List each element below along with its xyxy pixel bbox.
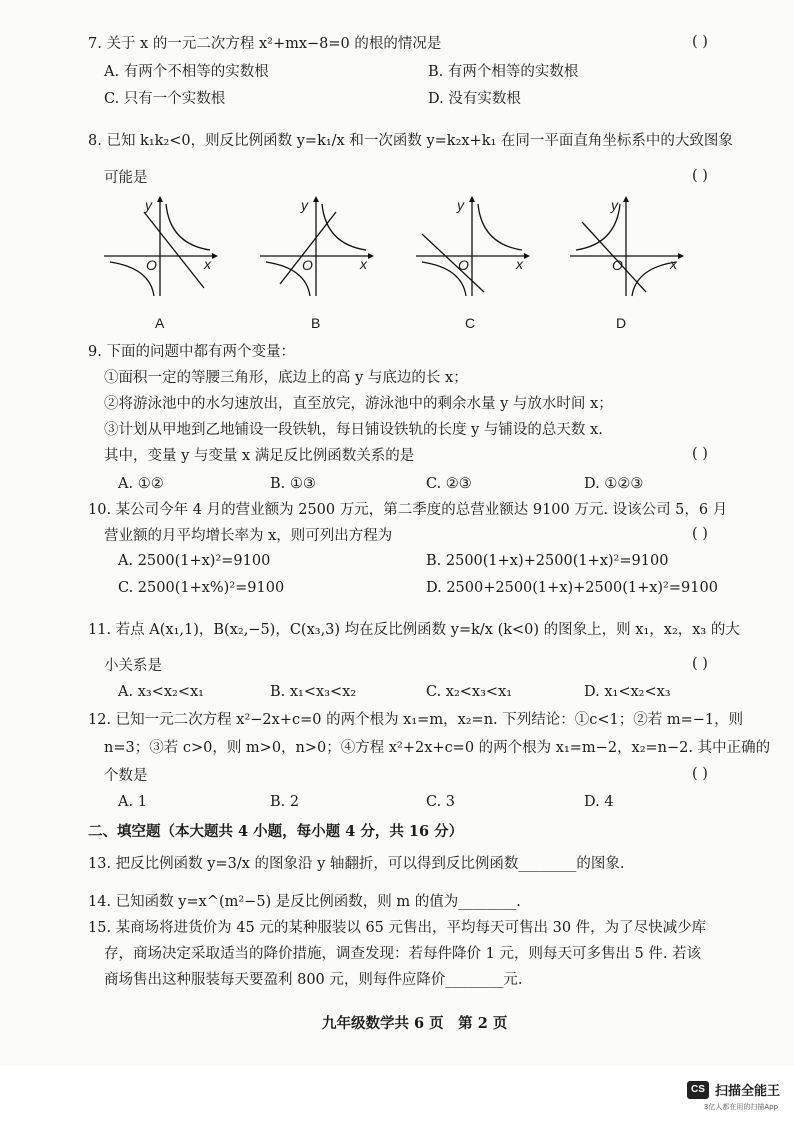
graph-d-label: D	[616, 315, 627, 331]
q8-stem-line2: 可能是	[104, 170, 148, 186]
q12-answer-paren: ( )	[692, 766, 708, 782]
q15-line3: 商场售出这种服装每天要盈利 800 元，则每件应降价________元.	[104, 972, 523, 988]
graph-d-y-label: y	[611, 197, 618, 213]
graph-b-y-label: y	[301, 197, 308, 213]
graph-a	[100, 192, 220, 302]
q9-option-d: D. ①②③	[584, 476, 644, 492]
q9-option-b: B. ①③	[270, 476, 316, 492]
q9-item-3: ③计划从甲地到乙地铺设一段铁轨，每日铺设铁轨的长度 y 与铺设的总天数 x.	[104, 422, 603, 438]
q10-stem-line2: 营业额的月平均增长率为 x，则可列出方程为	[104, 528, 393, 544]
q10-answer-paren: ( )	[692, 526, 708, 542]
q8-stem-line1: 8. 已知 k₁k₂<0，则反比例函数 y=k₁/x 和一次函数 y=k₂x+k₁ 在同一平面直角坐标系中的大致图象	[88, 133, 733, 149]
scanner-brand-tagline: 3亿人都在用的扫描App	[703, 1103, 778, 1111]
section-fill-in-title: 二、填空题（本大题共 4 小题，每小题 4 分，共 16 分）	[88, 823, 464, 840]
q12-stem-line1: 12. 已知一元二次方程 x²−2x+c=0 的两个根为 x₁=m，x₂=n. 下列结论：①c<1；②若 m=−1，则	[88, 712, 744, 728]
q12-option-d: D. 4	[584, 794, 614, 810]
graph-d-origin: O	[612, 257, 623, 273]
graph-b-origin: O	[302, 257, 313, 273]
q11-option-d: D. x₁<x₂<x₃	[584, 684, 671, 700]
q9-stem: 9. 下面的问题中都有两个变量：	[88, 344, 295, 360]
q9-option-c: C. ②③	[426, 476, 472, 492]
q7-option-a: A. 有两个不相等的实数根	[104, 64, 269, 80]
q12-option-a: A. 1	[118, 794, 147, 810]
q10-stem-line1: 10. 某公司今年 4 月的营业额为 2500 万元，第二季度的总营业额达 9100 万元. 设该公司 5，6 月	[88, 502, 728, 518]
q7-answer-paren: ( )	[692, 34, 708, 50]
q12-stem-line3: 个数是	[104, 768, 148, 784]
scanner-brand	[687, 1080, 780, 1099]
q15-line2: 存，商场决定采取适当的降价措施，调查发现：若每件降价 1 元，则每天可多售出 5 件. 若该	[104, 946, 702, 962]
scanner-logo-icon: CS	[687, 1081, 709, 1099]
q11-answer-paren: ( )	[692, 656, 708, 672]
q10-option-c: C. 2500(1+x%)²=9100	[118, 580, 285, 596]
q12-option-b: B. 2	[270, 794, 300, 810]
graph-c-x-label: x	[516, 256, 523, 272]
q14-stem: 14. 已知函数 y=x^(m²−5) 是反比例函数，则 m 的值为________.	[88, 894, 521, 910]
q11-option-b: B. x₁<x₃<x₂	[270, 684, 357, 700]
graph-c-label: C	[465, 315, 476, 331]
graph-c-origin: O	[458, 257, 469, 273]
q9-item-2: ②将游泳池中的水匀速放出，直至放完，游泳池中的剩余水量 y 与放水时间 x；	[104, 396, 613, 412]
q11-stem-line1: 11. 若点 A(x₁,1)，B(x₂,−5)，C(x₃,3) 均在反比例函数 y=k/x (k<0) 的图象上，则 x₁，x₂，x₃ 的大	[88, 622, 740, 638]
q8-answer-paren: ( )	[692, 168, 708, 184]
graph-a-label: A	[155, 315, 165, 331]
graph-c	[412, 192, 532, 302]
graph-b	[256, 192, 376, 302]
q10-option-d: D. 2500+2500(1+x)+2500(1+x)²=9100	[426, 580, 718, 596]
q9-answer-paren: ( )	[692, 446, 708, 462]
graph-d-x-label: x	[670, 256, 677, 272]
q7-option-b: B. 有两个相等的实数根	[428, 64, 579, 80]
graph-a-origin: O	[146, 257, 157, 273]
graph-a-x-label: x	[204, 256, 211, 272]
q15-line1: 15. 某商场将进货价为 45 元的某种服装以 65 元售出，平均每天可售出 30 件，为了尽快减少库	[88, 920, 707, 936]
q9-option-a: A. ①②	[118, 476, 164, 492]
graph-b-label: B	[311, 315, 321, 331]
graph-c-y-label: y	[457, 197, 464, 213]
q11-stem-line2: 小关系是	[104, 658, 162, 674]
page-footer: 九年级数学共 6 页 第 2 页	[322, 1015, 508, 1032]
graph-d	[566, 192, 686, 302]
q10-option-a: A. 2500(1+x)²=9100	[118, 553, 271, 569]
q12-option-c: C. 3	[426, 794, 456, 810]
q7-option-d: D. 没有实数根	[428, 91, 521, 107]
scanner-band	[0, 1066, 794, 1124]
q9-stem-line2: 其中，变量 y 与变量 x 满足反比例函数关系的是	[104, 448, 415, 464]
scanner-brand-name: 扫描全能王	[714, 1084, 780, 1099]
q13-stem: 13. 把反比例函数 y=3/x 的图象沿 y 轴翻折，可以得到反比例函数________的图象.	[88, 856, 625, 872]
q10-option-b: B. 2500(1+x)+2500(1+x)²=9100	[426, 553, 669, 569]
q7-option-c: C. 只有一个实数根	[104, 91, 226, 107]
q11-option-a: A. x₃<x₂<x₁	[118, 684, 204, 700]
graph-a-y-label: y	[145, 197, 152, 213]
q12-stem-line2: n=3；③若 c>0，则 m>0，n>0；④方程 x²+2x+c=0 的两个根为 x₁=m−2，x₂=n−2. 其中正确的	[104, 740, 771, 756]
graph-b-x-label: x	[360, 256, 367, 272]
q11-option-c: C. x₂<x₃<x₁	[426, 684, 513, 700]
q9-item-1: ①面积一定的等腰三角形，底边上的高 y 与底边的长 x；	[104, 370, 468, 386]
q7-stem: 7. 关于 x 的一元二次方程 x²+mx−8=0 的根的情况是	[88, 36, 442, 52]
